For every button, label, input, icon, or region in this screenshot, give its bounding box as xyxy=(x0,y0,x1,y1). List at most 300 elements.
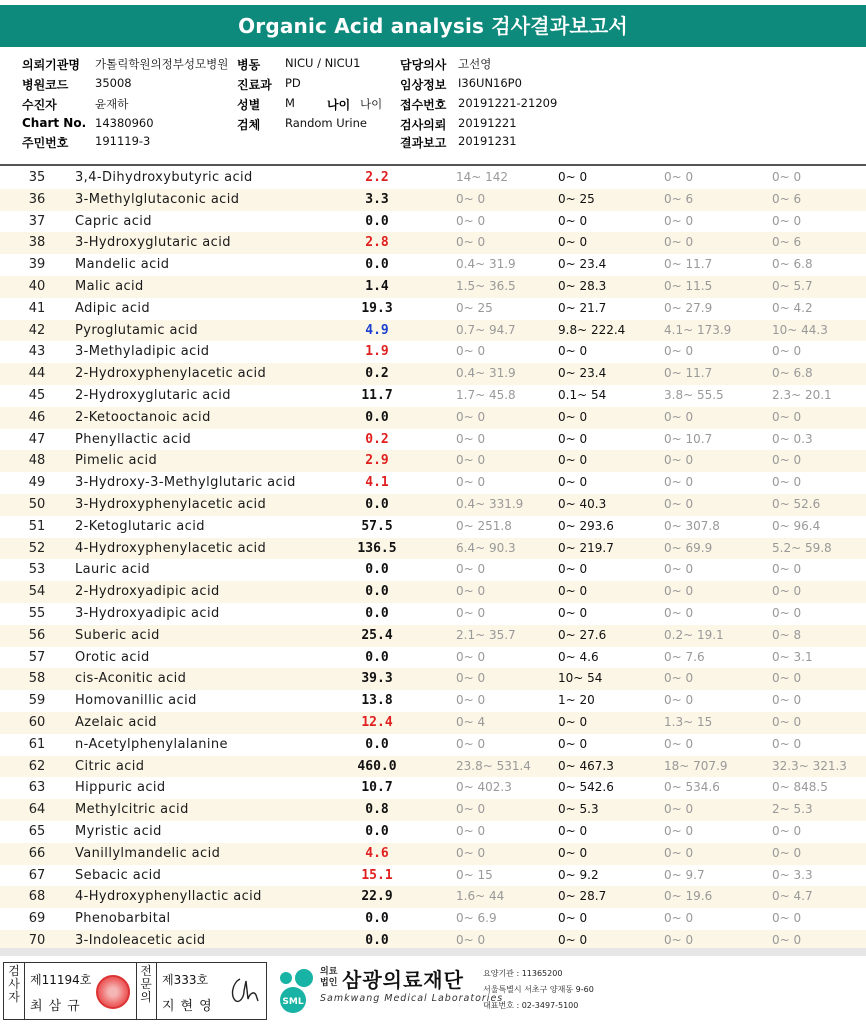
analyte-name: 2-Ketooctanoic acid xyxy=(75,409,211,425)
analyte-name: Mandelic acid xyxy=(75,257,170,273)
table-row xyxy=(0,276,866,298)
table-row xyxy=(0,843,866,865)
reference-range: 0~ 5.7 xyxy=(772,278,813,293)
table-row xyxy=(0,189,866,211)
signature-divider xyxy=(156,963,157,1019)
reference-range: 0~ 0 xyxy=(456,736,486,751)
result-value: 0.2 xyxy=(365,366,389,382)
analyte-name: Sebacic acid xyxy=(75,867,162,883)
row-number: 52 xyxy=(28,540,46,556)
code-value: 35008 xyxy=(95,76,132,90)
row-number: 51 xyxy=(28,518,46,534)
result-value: 0.0 xyxy=(365,584,389,600)
chart-value: 14380960 xyxy=(95,116,154,130)
reference-range: 10~ 54 xyxy=(558,671,603,686)
analyte-name: Adipic acid xyxy=(75,300,151,316)
reference-range: 0~ 0 xyxy=(772,170,802,184)
table-row xyxy=(0,886,866,908)
reference-range: 0~ 0 xyxy=(456,932,486,947)
examiner-seal xyxy=(96,975,130,1009)
analyte-name: Phenobarbital xyxy=(75,911,171,927)
reference-range: 0~ 0 xyxy=(772,409,802,424)
footer-divider xyxy=(0,948,866,956)
reference-range: 0~ 0 xyxy=(772,453,802,468)
reference-range: 0~ 9.7 xyxy=(664,867,705,882)
analyte-name: cis-Aconitic acid xyxy=(75,671,187,687)
examiner-label: 검사자 xyxy=(8,964,20,1004)
table-row xyxy=(0,777,866,799)
reference-range: 0~ 6.9 xyxy=(456,911,497,926)
row-number: 56 xyxy=(28,627,46,643)
result-value: 2.9 xyxy=(365,453,389,469)
result-value: 4.6 xyxy=(365,845,389,861)
table-row xyxy=(0,429,866,451)
result-value: 57.5 xyxy=(361,518,393,534)
result-value: 0.0 xyxy=(365,823,389,839)
table-row xyxy=(0,516,866,538)
result-value: 0.0 xyxy=(365,496,389,512)
analyte-name: 3-Hydroxyadipic acid xyxy=(75,605,220,621)
reference-range: 14~ 142 xyxy=(456,170,509,184)
analyte-name: 3-Hydroxyglutaric acid xyxy=(75,235,231,251)
reference-range: 0~ 0 xyxy=(664,344,694,359)
row-number: 38 xyxy=(28,235,46,251)
analyte-name: Homovanillic acid xyxy=(75,693,197,709)
result-value: 0.8 xyxy=(365,802,389,818)
analyte-name: 4-Hydroxyphenyllactic acid xyxy=(75,889,262,905)
reference-range: 0~ 293.6 xyxy=(558,518,614,533)
row-number: 61 xyxy=(28,736,46,752)
reference-range: 0~ 21.7 xyxy=(558,300,607,315)
result-value: 22.9 xyxy=(361,889,393,905)
signature-divider xyxy=(24,963,25,1019)
reference-range: 0~ 0 xyxy=(558,932,588,947)
reference-range: 0~ 0 xyxy=(558,453,588,468)
org-name: 삼광의료재단 xyxy=(342,968,464,992)
reference-range: 0.7~ 94.7 xyxy=(456,322,516,337)
reference-range: 0~ 0 xyxy=(664,409,694,424)
analyte-name: 2-Hydroxyglutaric acid xyxy=(75,387,231,403)
reference-range: 0~ 19.6 xyxy=(664,889,713,904)
row-number: 45 xyxy=(28,387,46,403)
reference-range: 0~ 0 xyxy=(772,911,802,926)
header-divider xyxy=(0,164,866,166)
row-number: 66 xyxy=(28,845,46,861)
analyte-name: Pyroglutamic acid xyxy=(75,322,199,338)
reference-range: 2.3~ 20.1 xyxy=(772,387,832,402)
row-number: 48 xyxy=(28,453,46,469)
doctor-value: 고선영 xyxy=(458,57,492,71)
reference-range: 0~ 0 xyxy=(456,845,486,860)
analyte-name: Hippuric acid xyxy=(75,780,166,796)
analyte-name: Azelaic acid xyxy=(75,714,157,730)
reference-range: 0~ 28.7 xyxy=(558,889,607,904)
reference-range: 0~ 10.7 xyxy=(664,431,713,446)
specialist-name: 지현영 xyxy=(162,999,218,1014)
result-value: 4.9 xyxy=(365,322,389,338)
result-value: 39.3 xyxy=(361,671,393,687)
analyte-name: 3-Hydroxyphenylacetic acid xyxy=(75,496,267,512)
patient-info xyxy=(0,52,866,164)
reference-range: 1.3~ 15 xyxy=(664,714,713,729)
reference-range: 0.2~ 19.1 xyxy=(664,627,724,642)
report-footer xyxy=(0,962,866,1022)
reference-range: 0~ 11.7 xyxy=(664,257,713,272)
reference-range: 0~ 219.7 xyxy=(558,540,614,555)
reference-range: 0~ 6 xyxy=(772,235,802,250)
results-table xyxy=(0,167,866,952)
reference-range: 0~ 0 xyxy=(456,693,486,708)
analyte-name: 2-Hydroxyadipic acid xyxy=(75,584,220,600)
reference-range: 0~ 0 xyxy=(558,213,588,228)
reference-range: 5.2~ 59.8 xyxy=(772,540,832,555)
reference-range: 0~ 0 xyxy=(456,605,486,620)
reference-range: 1.6~ 44 xyxy=(456,889,505,904)
reference-range: 0~ 0 xyxy=(772,475,802,490)
org-code: 요양기관 : 11365200 xyxy=(483,969,563,978)
table-row xyxy=(0,821,866,843)
reference-range: 0~ 4.7 xyxy=(772,889,813,904)
result-value: 10.7 xyxy=(361,780,393,796)
signature-divider xyxy=(136,963,137,1019)
reference-range: 0~ 0 xyxy=(456,431,486,446)
reference-range: 0~ 0 xyxy=(558,605,588,620)
reference-range: 0~ 0 xyxy=(664,911,694,926)
table-row xyxy=(0,167,866,189)
reference-range: 0~ 27.6 xyxy=(558,627,607,642)
reference-range: 0~ 25 xyxy=(456,300,493,315)
table-row xyxy=(0,232,866,254)
table-row xyxy=(0,908,866,930)
reference-range: 0~ 0 xyxy=(664,562,694,577)
analyte-name: Malic acid xyxy=(75,278,144,294)
result-value: 0.0 xyxy=(365,736,389,752)
row-number: 53 xyxy=(28,562,46,578)
analyte-name: Methylcitric acid xyxy=(75,802,189,818)
reference-range: 1.7~ 45.8 xyxy=(456,387,516,402)
row-number: 70 xyxy=(28,932,46,948)
reference-range: 2~ 5.3 xyxy=(772,802,813,817)
reference-range: 0~ 307.8 xyxy=(664,518,720,533)
analyte-name: Capric acid xyxy=(75,213,152,229)
patient-value: 윤재하 xyxy=(95,97,129,111)
table-row xyxy=(0,799,866,821)
reference-range: 0~ 0 xyxy=(456,409,486,424)
reference-range: 0~ 6.8 xyxy=(772,366,813,381)
table-row xyxy=(0,756,866,778)
reference-range: 0~ 15 xyxy=(456,867,493,882)
reference-range: 4.1~ 173.9 xyxy=(664,322,732,337)
sex-value: M xyxy=(285,96,295,110)
reference-range: 0~ 467.3 xyxy=(558,758,614,773)
reference-range: 0~ 28.3 xyxy=(558,278,607,293)
specialist-number: 제333호 xyxy=(162,973,209,987)
row-number: 41 xyxy=(28,300,46,316)
reference-range: 0~ 0 xyxy=(772,693,802,708)
reference-range: 0~ 0 xyxy=(558,344,588,359)
reference-range: 0.4~ 31.9 xyxy=(456,366,516,381)
reference-range: 0~ 27.9 xyxy=(664,300,713,315)
sex-label: 성별 xyxy=(237,98,261,112)
specimen-value: Random Urine xyxy=(285,116,367,130)
reference-range: 0~ 9.2 xyxy=(558,867,599,882)
code-label: 병원코드 xyxy=(22,78,69,92)
reference-range: 0~ 0 xyxy=(456,475,486,490)
table-row xyxy=(0,320,866,342)
reference-range: 0~ 96.4 xyxy=(772,518,821,533)
reference-range: 0~ 0 xyxy=(456,671,486,686)
reference-range: 0~ 8 xyxy=(772,627,802,642)
examiner-number: 제11194호 xyxy=(30,973,92,987)
reference-range: 0~ 0 xyxy=(558,714,588,729)
reference-range: 0~ 0 xyxy=(664,736,694,751)
sml-logo xyxy=(272,966,318,1016)
reference-range: 0~ 4.6 xyxy=(558,649,599,664)
reference-range: 0~ 69.9 xyxy=(664,540,713,555)
table-row xyxy=(0,668,866,690)
age-label: 나이 xyxy=(327,98,351,112)
reference-range: 2.1~ 35.7 xyxy=(456,627,516,642)
reference-range: 0~ 0 xyxy=(664,605,694,620)
reference-range: 0~ 0 xyxy=(664,496,694,511)
analyte-name: Phenyllactic acid xyxy=(75,431,192,447)
table-row xyxy=(0,603,866,625)
request-label: 검사의뢰 xyxy=(400,118,447,132)
reference-range: 0~ 0 xyxy=(772,714,802,729)
analyte-name: 3-Methyladipic acid xyxy=(75,344,210,360)
reference-range: 0~ 0 xyxy=(456,344,486,359)
row-number: 40 xyxy=(28,278,46,294)
reference-range: 0~ 0 xyxy=(664,671,694,686)
signature-box xyxy=(3,962,267,1020)
analyte-name: 3-Methylglutaconic acid xyxy=(75,191,240,207)
reference-range: 0~ 0 xyxy=(456,191,486,206)
reference-range: 0~ 0 xyxy=(456,235,486,250)
reference-range: 0.4~ 31.9 xyxy=(456,257,516,272)
reference-range: 0~ 0 xyxy=(456,213,486,228)
analyte-name: 2-Ketoglutaric acid xyxy=(75,518,205,534)
reference-range: 0~ 3.3 xyxy=(772,867,813,882)
row-number: 58 xyxy=(28,671,46,687)
clinical-label: 임상정보 xyxy=(400,78,447,92)
reference-range: 0~ 4.2 xyxy=(772,300,813,315)
chart-label: Chart No. xyxy=(22,116,87,130)
reference-range: 0~ 0 xyxy=(456,562,486,577)
row-number: 37 xyxy=(28,213,46,229)
patient-label: 수진자 xyxy=(22,98,57,112)
reference-range: 0~ 0 xyxy=(664,584,694,599)
result-value: 0.0 xyxy=(365,911,389,927)
result-value: 2.2 xyxy=(365,170,389,185)
result-value: 25.4 xyxy=(361,627,393,643)
row-number: 55 xyxy=(28,605,46,621)
reference-range: 0~ 52.6 xyxy=(772,496,821,511)
table-row xyxy=(0,712,866,734)
reference-range: 0~ 0 xyxy=(558,409,588,424)
result-value: 136.5 xyxy=(357,540,397,556)
row-number: 42 xyxy=(28,322,46,338)
reference-range: 0~ 11.7 xyxy=(664,366,713,381)
reference-range: 6.4~ 90.3 xyxy=(456,540,516,555)
reference-range: 0~ 534.6 xyxy=(664,780,720,795)
report-label: 결과보고 xyxy=(400,136,447,150)
report-title: Organic Acid analysis 검사결과보고서 xyxy=(0,5,866,47)
id-label: 주민번호 xyxy=(22,136,69,150)
analyte-name: 3-Hydroxy-3-Methylglutaric acid xyxy=(75,475,296,491)
row-number: 54 xyxy=(28,584,46,600)
analyte-name: Suberic acid xyxy=(75,627,160,643)
result-value: 0.0 xyxy=(365,257,389,273)
analyte-name: 4-Hydroxyphenylacetic acid xyxy=(75,540,267,556)
reference-range: 0~ 0 xyxy=(456,823,486,838)
reference-range: 0~ 0 xyxy=(558,823,588,838)
reference-range: 18~ 707.9 xyxy=(664,758,728,773)
reference-range: 10~ 44.3 xyxy=(772,322,828,337)
reference-range: 0~ 0 xyxy=(772,736,802,751)
table-row xyxy=(0,581,866,603)
table-row xyxy=(0,734,866,756)
row-number: 43 xyxy=(28,344,46,360)
analyte-name: Pimelic acid xyxy=(75,453,158,469)
hospital-label: 의뢰기관명 xyxy=(22,58,80,72)
analyte-name: Citric acid xyxy=(75,758,145,774)
reference-range: 23.8~ 531.4 xyxy=(456,758,531,773)
reference-range: 0~ 402.3 xyxy=(456,780,512,795)
reference-range: 0~ 251.8 xyxy=(456,518,512,533)
reference-range: 0~ 0 xyxy=(664,693,694,708)
reference-range: 0~ 5.3 xyxy=(558,802,599,817)
reference-range: 0~ 0 xyxy=(558,584,588,599)
table-row xyxy=(0,363,866,385)
result-value: 460.0 xyxy=(357,758,397,774)
row-number: 65 xyxy=(28,823,46,839)
reference-range: 0~ 0 xyxy=(664,475,694,490)
row-number: 67 xyxy=(28,867,46,883)
row-number: 39 xyxy=(28,257,46,273)
result-value: 1.4 xyxy=(365,278,389,294)
reference-range: 0~ 0 xyxy=(558,562,588,577)
reference-range: 0~ 0 xyxy=(456,802,486,817)
reference-range: 0~ 0 xyxy=(664,823,694,838)
reference-range: 0~ 25 xyxy=(558,191,595,206)
result-value: 0.2 xyxy=(365,431,389,447)
examiner-name: 최삼규 xyxy=(30,999,86,1014)
result-value: 13.8 xyxy=(361,693,393,709)
reference-range: 0~ 4 xyxy=(456,714,486,729)
reference-range: 0~ 6 xyxy=(772,191,802,206)
reference-range: 0~ 0 xyxy=(664,170,694,184)
result-value: 0.0 xyxy=(365,562,389,578)
dept-value: PD xyxy=(285,76,301,90)
reference-range: 0~ 11.5 xyxy=(664,278,713,293)
reference-range: 0~ 0 xyxy=(456,453,486,468)
org-phone: 대표번호 : 02-3497-5100 xyxy=(483,1001,579,1010)
reference-range: 0~ 23.4 xyxy=(558,257,607,272)
reference-range: 0~ 0 xyxy=(772,344,802,359)
table-row xyxy=(0,341,866,363)
reference-range: 0~ 0 xyxy=(558,911,588,926)
reference-range: 0~ 0 xyxy=(456,649,486,664)
reference-range: 0~ 7.6 xyxy=(664,649,705,664)
reference-range: 32.3~ 321.3 xyxy=(772,758,847,773)
reference-range: 0~ 0.3 xyxy=(772,431,813,446)
ward-label: 병동 xyxy=(237,58,261,72)
reference-range: 0~ 0 xyxy=(664,932,694,947)
org-address: 서울특별시 서초구 양재동 9-60 xyxy=(483,985,594,994)
table-row xyxy=(0,254,866,276)
row-number: 64 xyxy=(28,802,46,818)
analyte-name: Lauric acid xyxy=(75,562,151,578)
row-number: 36 xyxy=(28,191,46,207)
receipt-label: 접수번호 xyxy=(400,98,447,112)
result-value: 0.0 xyxy=(365,605,389,621)
table-row xyxy=(0,538,866,560)
report-value: 20191231 xyxy=(458,134,517,148)
result-value: 0.0 xyxy=(365,213,389,229)
hospital-value: 가톨릭학원의정부성모병원 xyxy=(95,57,229,71)
row-number: 62 xyxy=(28,758,46,774)
table-row xyxy=(0,559,866,581)
reference-range: 0~ 0 xyxy=(664,213,694,228)
reference-range: 0.1~ 54 xyxy=(558,387,607,402)
logo-text: SML xyxy=(282,997,304,1007)
specialist-signature xyxy=(226,973,262,1007)
result-value: 1.9 xyxy=(365,344,389,360)
result-value: 0.0 xyxy=(365,409,389,425)
reference-range: 0~ 848.5 xyxy=(772,780,828,795)
reference-range: 0~ 0 xyxy=(772,213,802,228)
doctor-label: 담당의사 xyxy=(400,58,447,72)
table-row xyxy=(0,211,866,233)
dept-label: 진료과 xyxy=(237,78,272,92)
result-value: 3.3 xyxy=(365,191,389,207)
reference-range: 0~ 0 xyxy=(558,845,588,860)
reference-range: 0~ 0 xyxy=(558,475,588,490)
row-number: 60 xyxy=(28,714,46,730)
analyte-name: 3-Indoleacetic acid xyxy=(75,932,206,948)
result-value: 19.3 xyxy=(361,300,393,316)
request-value: 20191221 xyxy=(458,116,517,130)
reference-range: 0~ 0 xyxy=(772,584,802,599)
reference-range: 0~ 0 xyxy=(558,170,588,184)
row-number: 35 xyxy=(28,170,46,185)
analyte-name: 3,4-Dihydroxybutyric acid xyxy=(75,170,253,185)
analyte-name: n-Acetylphenylalanine xyxy=(75,736,228,752)
reference-range: 0~ 0 xyxy=(772,823,802,838)
reference-range: 0~ 0 xyxy=(772,562,802,577)
row-number: 49 xyxy=(28,475,46,491)
analyte-name: Vanillylmandelic acid xyxy=(75,845,221,861)
result-value: 4.1 xyxy=(365,475,389,491)
reference-range: 0~ 0 xyxy=(664,453,694,468)
reference-range: 9.8~ 222.4 xyxy=(558,322,626,337)
result-value: 2.8 xyxy=(365,235,389,251)
reference-range: 0~ 0 xyxy=(456,584,486,599)
specialist-label: 전문의 xyxy=(140,964,152,1004)
age-value: 나이 xyxy=(360,97,383,111)
specimen-label: 검체 xyxy=(237,118,261,132)
table-row xyxy=(0,385,866,407)
org-type: 의료법인 xyxy=(320,967,338,988)
table-row xyxy=(0,407,866,429)
reference-range: 0~ 0 xyxy=(772,932,802,947)
row-number: 59 xyxy=(28,693,46,709)
reference-range: 0~ 0 xyxy=(664,802,694,817)
table-row xyxy=(0,494,866,516)
reference-range: 0~ 6.8 xyxy=(772,257,813,272)
reference-range: 3.8~ 55.5 xyxy=(664,387,724,402)
reference-range: 0~ 40.3 xyxy=(558,496,607,511)
